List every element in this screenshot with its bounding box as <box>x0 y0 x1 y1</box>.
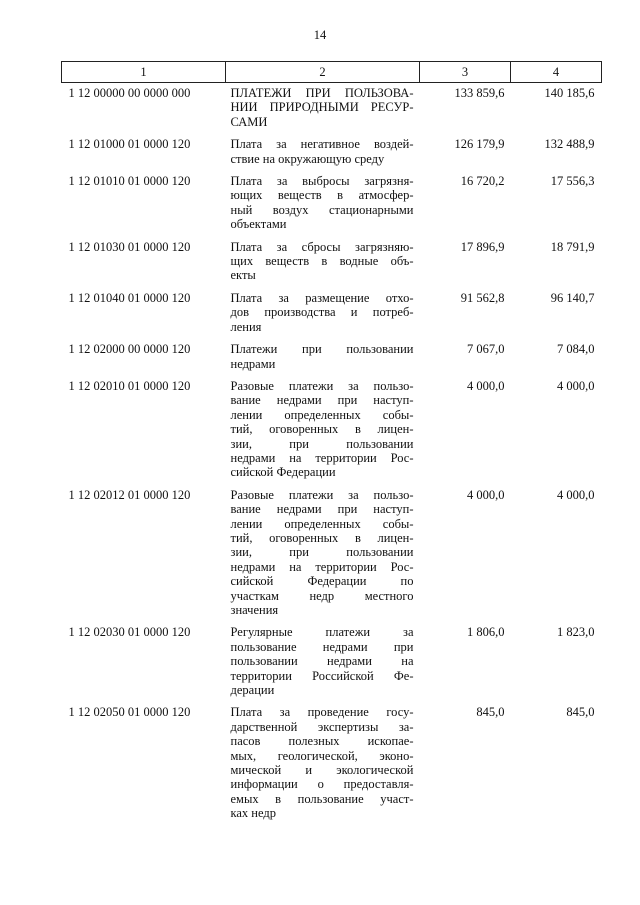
revenue-name-line: лении определенных собы- <box>230 407 414 422</box>
amount-col-3: 91 562,8 <box>460 290 505 305</box>
revenue-name-line: Плата за сбросы загрязняю- <box>230 239 414 254</box>
amount-col-4: 4 000,0 <box>557 487 595 502</box>
amount-col-4: 17 556,3 <box>550 174 595 189</box>
table-row <box>62 83 602 138</box>
revenue-name-line: пользование недрами при <box>230 639 414 654</box>
revenue-name-line: Плата за выбросы загрязня- <box>230 174 414 189</box>
budget-code: 1 12 01030 01 0000 120 <box>68 239 191 254</box>
revenue-name <box>226 291 420 342</box>
budget-code: 1 12 00000 00 0000 000 <box>68 86 191 100</box>
revenue-name-line: тий, оговоренных в лицен- <box>230 422 414 437</box>
header-col-3: 3 <box>420 62 511 83</box>
revenue-name-line: зии, при пользовании <box>230 436 414 451</box>
amount-col-4: 96 140,7 <box>550 290 595 305</box>
revenue-name-line: екты <box>230 268 256 283</box>
revenue-name-line: дерации <box>230 683 275 698</box>
revenue-name-line: ствие на окружающую среду <box>230 151 385 166</box>
revenue-name-line: значения <box>230 603 279 617</box>
budget-code: 1 12 01000 01 0000 120 <box>68 137 191 152</box>
budget-code: 1 12 02030 01 0000 120 <box>68 625 191 640</box>
revenue-name-line: мической и экологической <box>230 763 414 778</box>
amount-col-3: 4 000,0 <box>467 378 505 393</box>
revenue-name-line: ющих веществ в атмосфер- <box>230 188 414 203</box>
budget-code: 1 12 01010 01 0000 120 <box>68 174 191 189</box>
revenue-name-line: мых, геологической, эконо- <box>230 748 414 763</box>
amount-col-4: 845,0 <box>566 705 595 720</box>
revenue-name-line: Плата за негативное воздей- <box>230 137 414 152</box>
budget-code: 1 12 02050 01 0000 120 <box>68 705 191 720</box>
revenue-name-line: объектами <box>230 217 287 232</box>
amount-col-4: 7 084,0 <box>557 342 595 357</box>
revenue-name <box>226 83 420 138</box>
revenue-name <box>226 342 420 379</box>
header-col-1: 1 <box>62 62 226 83</box>
revenue-name-line: Разовые платежи за пользо- <box>230 378 414 393</box>
revenue-name <box>226 625 420 705</box>
revenue-name-line: недрами <box>230 356 276 371</box>
revenue-name-line: Плата за размещение отхо- <box>230 290 414 305</box>
revenue-name-line: недрами на территории Рос- <box>230 559 414 574</box>
table-body <box>62 83 602 829</box>
amount-col-3: 133 859,6 <box>454 86 505 100</box>
budget-code: 1 12 02000 00 0000 120 <box>68 342 191 357</box>
table-row <box>62 379 602 488</box>
table-row <box>62 488 602 626</box>
header-col-2: 2 <box>226 62 420 83</box>
amount-col-3: 4 000,0 <box>467 487 505 502</box>
revenue-name-line: сийской Федерации по <box>230 574 414 589</box>
revenue-name <box>226 379 420 488</box>
header-row <box>62 62 602 83</box>
amount-col-3: 845,0 <box>476 705 505 720</box>
budget-code: 1 12 02010 01 0000 120 <box>68 378 191 393</box>
revenue-name-line: ления <box>230 319 262 334</box>
budget-code: 1 12 02012 01 0000 120 <box>68 487 191 502</box>
revenue-name-line: ный воздух стационарными <box>230 202 414 217</box>
revenue-name-line: дов производства и потреб- <box>230 305 414 320</box>
budget-code: 1 12 01040 01 0000 120 <box>68 290 191 305</box>
revenue-name <box>226 174 420 240</box>
revenue-name <box>226 705 420 828</box>
header-col-4: 4 <box>511 62 602 83</box>
amount-col-3: 126 179,9 <box>454 137 505 152</box>
revenue-name-line: информации о предоставля- <box>230 777 414 792</box>
revenue-name-line: участкам недр местного <box>230 588 414 603</box>
revenue-name-line: ках недр <box>230 806 276 821</box>
revenue-name-line: пасов полезных ископае- <box>230 734 414 749</box>
amount-col-3: 7 067,0 <box>467 342 505 357</box>
revenue-name <box>226 137 420 174</box>
revenue-name-line: недрами на территории Рос- <box>230 450 414 465</box>
budget-revenue-table <box>61 61 602 829</box>
revenue-name-line: лении определенных собы- <box>230 516 414 531</box>
revenue-name-line: ПЛАТЕЖИ ПРИ ПОЛЬЗОВА- <box>230 86 414 100</box>
revenue-name-line: сийской Федерации <box>230 465 336 480</box>
revenue-name-line: зии, при пользовании <box>230 545 414 560</box>
amount-col-4: 140 185,6 <box>544 86 595 100</box>
amount-col-3: 16 720,2 <box>460 174 505 189</box>
page-number: 14 <box>313 28 327 42</box>
revenue-name-line: САМИ <box>230 114 268 129</box>
revenue-name-line: емых в пользование участ- <box>230 791 414 806</box>
amount-col-3: 1 806,0 <box>467 625 505 640</box>
amount-col-4: 1 823,0 <box>557 625 595 640</box>
revenue-name-line: дарственной экспертизы за- <box>230 719 414 734</box>
table-row <box>62 291 602 342</box>
revenue-name-line: пользовании недрами на <box>230 654 414 669</box>
table-row <box>62 240 602 291</box>
table-row <box>62 342 602 379</box>
table-row <box>62 705 602 828</box>
amount-col-4: 18 791,9 <box>550 239 595 254</box>
amount-col-4: 132 488,9 <box>544 137 595 152</box>
table-header <box>62 62 602 83</box>
revenue-name-line: щих веществ в водные объ- <box>230 254 414 269</box>
amount-col-4: 4 000,0 <box>557 378 595 393</box>
revenue-name-line: вание недрами при наступ- <box>230 502 414 517</box>
revenue-name <box>226 488 420 626</box>
revenue-name-line: территории Российской Фе- <box>230 668 414 683</box>
revenue-name-line: Плата за проведение госу- <box>230 705 414 720</box>
table-row <box>62 625 602 705</box>
table-row <box>62 137 602 174</box>
revenue-name-line: вание недрами при наступ- <box>230 393 414 408</box>
revenue-name-line: НИИ ПРИРОДНЫМИ РЕСУР- <box>230 100 414 115</box>
revenue-name-line: Регулярные платежи за <box>230 625 414 640</box>
revenue-name-line: Разовые платежи за пользо- <box>230 487 414 502</box>
revenue-name <box>226 240 420 291</box>
revenue-name-line: тий, оговоренных в лицен- <box>230 530 414 545</box>
table-row <box>62 174 602 240</box>
revenue-name-line: Платежи при пользовании <box>230 342 414 357</box>
amount-col-3: 17 896,9 <box>460 239 505 254</box>
